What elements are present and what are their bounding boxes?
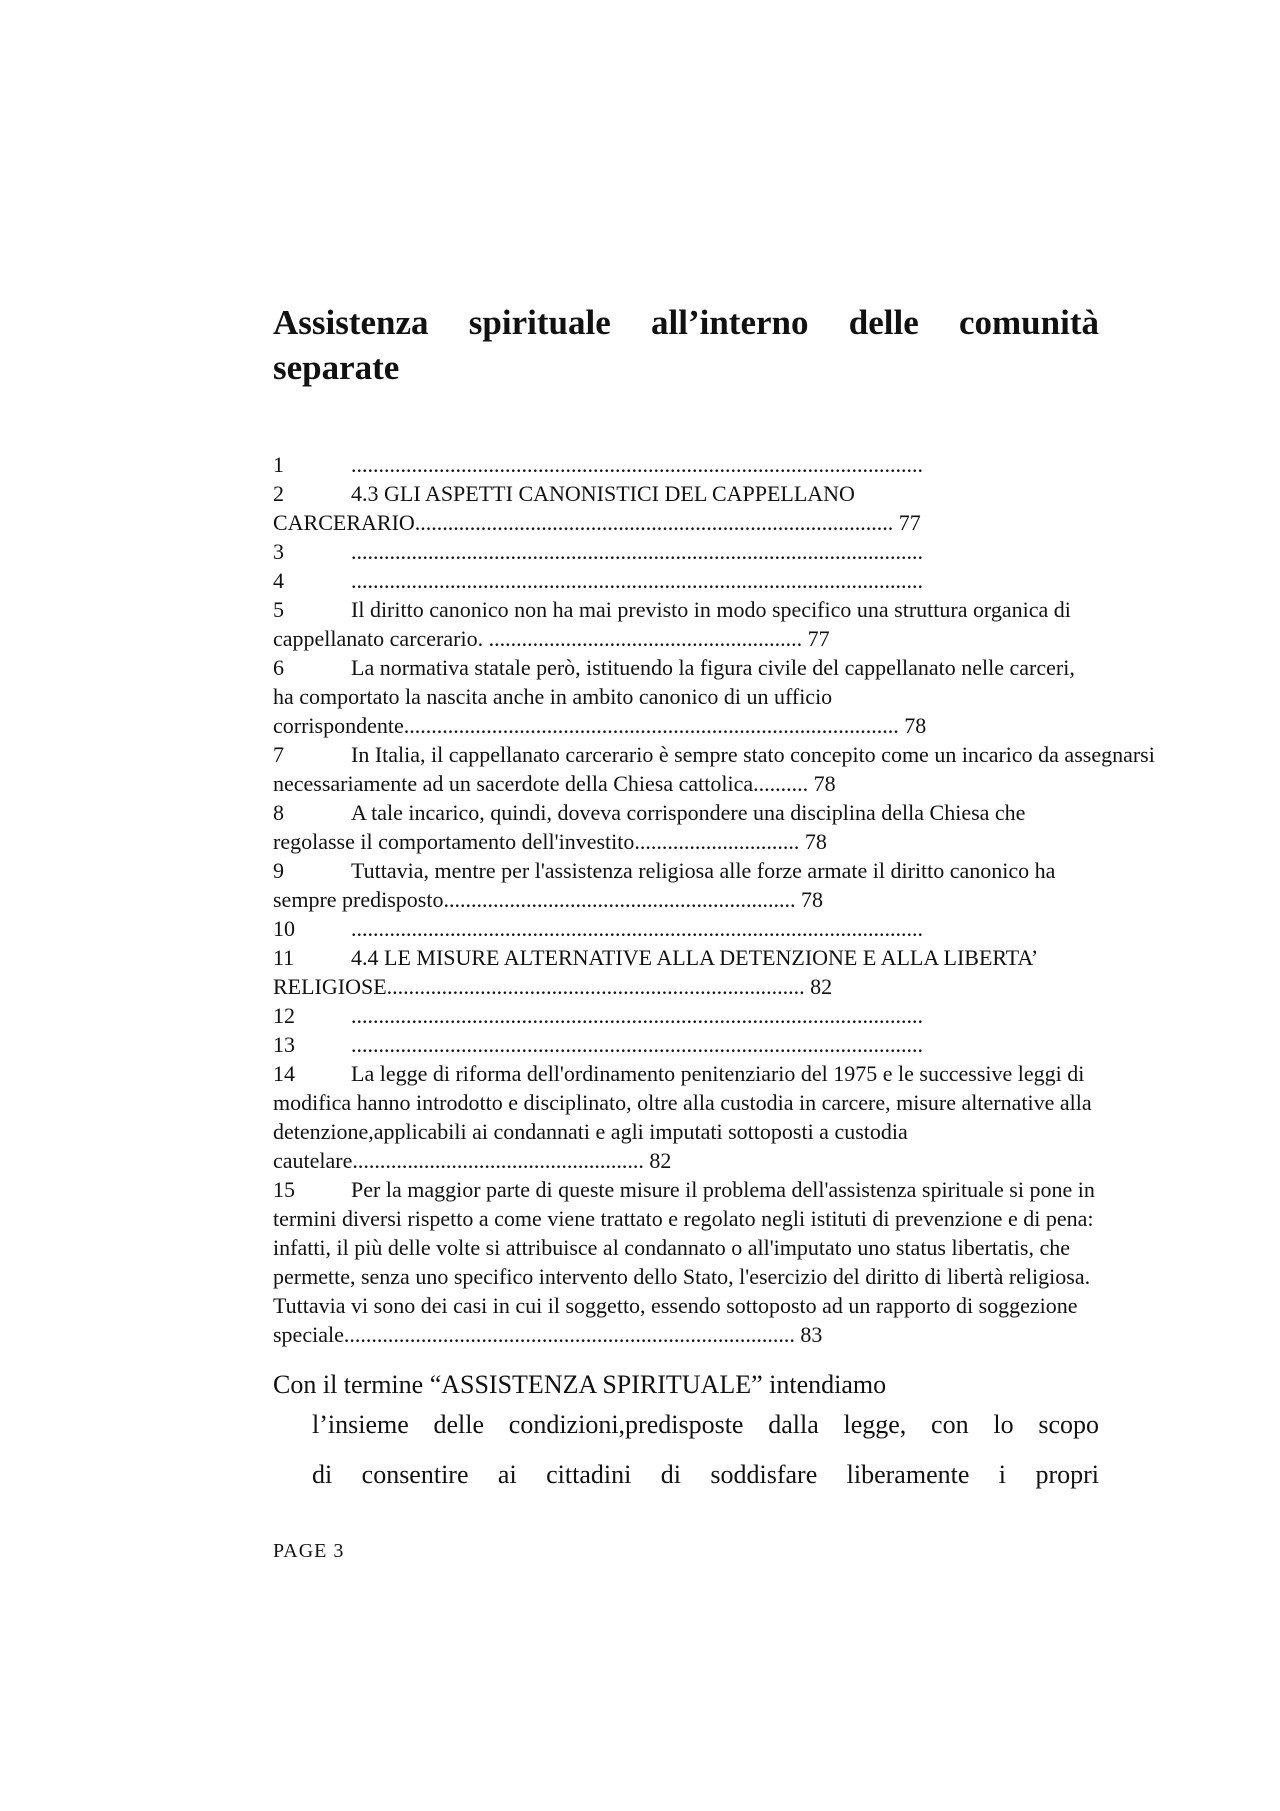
body-line: di consentire ai cittadini di soddisfare liberamente i propri: [312, 1460, 1099, 1489]
toc-entry: [273, 798, 1099, 856]
document-title: Assistenza spirituale all’interno delle comunità separate: [273, 303, 1099, 387]
toc-entry-text: A tale incarico, quindi, doveva corrispondere una disciplina della Chiesa che regolasse il comportamento dell'investito..............................: [273, 800, 1026, 854]
toc-entry: [273, 653, 1099, 740]
toc-entry-page: 83: [800, 1322, 823, 1347]
body-paragraph: [273, 1368, 1099, 1498]
toc-entry-text: ........................................................................................................: [351, 539, 923, 564]
toc-entry-page: 78: [800, 887, 823, 912]
toc-entry-text: ........................................................................................................: [351, 1003, 923, 1028]
toc-entry-text: ........................................................................................................: [351, 568, 923, 593]
toc-entry-text: ........................................................................................................: [351, 452, 923, 477]
toc-entry-page: 78: [904, 713, 927, 738]
toc-entry-number: 14: [273, 1061, 295, 1086]
toc-entry-number: 9: [273, 858, 284, 883]
toc-entry-text: ........................................................................................................: [351, 1032, 923, 1057]
toc-entry: [273, 1001, 1099, 1030]
toc-entry-text: Tuttavia, mentre per l'assistenza religiosa alle forze armate il diritto canonico ha sempre predisposto................................................................: [273, 858, 1056, 912]
toc-entry-number: 15: [273, 1177, 295, 1202]
toc-entry: [273, 566, 1099, 595]
toc-entry-page: 82: [810, 974, 833, 999]
toc-entry: [273, 1175, 1099, 1349]
table-of-contents: [273, 450, 1173, 1349]
toc-entry-number: 1: [273, 452, 284, 477]
toc-entry-text: La normativa statale però, istituendo la figura civile del cappellanato nelle carceri, ha comportato la nascita anche in ambito canonico di un ufficio corrispondente..........................................................................................: [273, 655, 1075, 738]
toc-entry: [273, 856, 1099, 914]
toc-entry-text: 4.3 GLI ASPETTI CANONISTICI DEL CAPPELLANO CARCERARIO.......................................................................................: [273, 481, 894, 535]
toc-entry-number: 10: [273, 916, 295, 941]
toc-entry-text: Il diritto canonico non ha mai previsto in modo specifico una struttura organica di cappellanato carcerario. .........................................................: [273, 597, 1071, 651]
toc-entry-page: 77: [898, 510, 921, 535]
toc-entry: [273, 740, 1173, 798]
toc-entry-page: 78: [813, 771, 836, 796]
toc-entry-number: 11: [273, 945, 295, 970]
toc-entry-number: 3: [273, 539, 284, 564]
toc-entry: [273, 537, 1099, 566]
toc-entry-number: 6: [273, 655, 284, 680]
toc-entry: [273, 595, 1099, 653]
toc-entry: [273, 479, 1099, 537]
toc-entry: [273, 943, 1099, 1001]
toc-entry-number: 8: [273, 800, 284, 825]
toc-entry-page: 78: [804, 829, 827, 854]
toc-entry-number: 12: [273, 1003, 295, 1028]
body-line: Con il termine “ASSISTENZA SPIRITUALE” intendiamo: [273, 1370, 887, 1399]
toc-entry-text: La legge di riforma dell'ordinamento penitenziario del 1975 e le successive leggi di modifica hanno introdotto e disciplinato, oltre alla custodia in carcere, misure alternative alla detenzione,applicabili ai condannati e agli imputati sottoposti a custodia cautelare.....................................................: [273, 1061, 1092, 1173]
toc-entry-text: In Italia, il cappellanato carcerario è sempre stato concepito come un incarico da assegnarsi necessariamente ad un sacerdote della Chiesa cattolica..........: [273, 742, 1155, 796]
toc-entry: [273, 450, 1099, 479]
toc-entry-text: Per la maggior parte di queste misure il problema dell'assistenza spirituale si pone in termini diversi rispetto a come viene trattato e regolato negli istituti di prevenzione e di pena: infatti, il più delle volte si attribuisce al condannato o all'imputato uno status libertatis, che permette, senza uno specifico intervento dello Stato, l'esercizio del diritto di libertà religiosa. Tuttavia vi sono dei casi in cui il soggetto, essendo sottoposto ad un rapporto di soggezione speciale..................................................................................: [273, 1177, 1095, 1347]
toc-entry-number: 13: [273, 1032, 295, 1057]
toc-entry-text: 4.4 LE MISURE ALTERNATIVE ALLA DETENZIONE E ALLA LIBERTA’ RELIGIOSE............................................................................: [273, 945, 1037, 999]
page-footer: PAGE 3: [273, 1540, 345, 1562]
toc-entry-text: ........................................................................................................: [351, 916, 923, 941]
body-line: l’insieme delle condizioni,predisposte dalla legge, con lo scopo: [312, 1410, 1099, 1439]
toc-entry-page: 82: [649, 1148, 672, 1173]
toc-entry: [273, 1030, 1099, 1059]
toc-entry-page: 77: [807, 626, 830, 651]
toc-entry-number: 4: [273, 568, 284, 593]
toc-entry-number: 2: [273, 481, 284, 506]
toc-entry-number: 5: [273, 597, 284, 622]
toc-entry: [273, 914, 1099, 943]
toc-entry-number: 7: [273, 742, 284, 767]
toc-entry: [273, 1059, 1099, 1175]
